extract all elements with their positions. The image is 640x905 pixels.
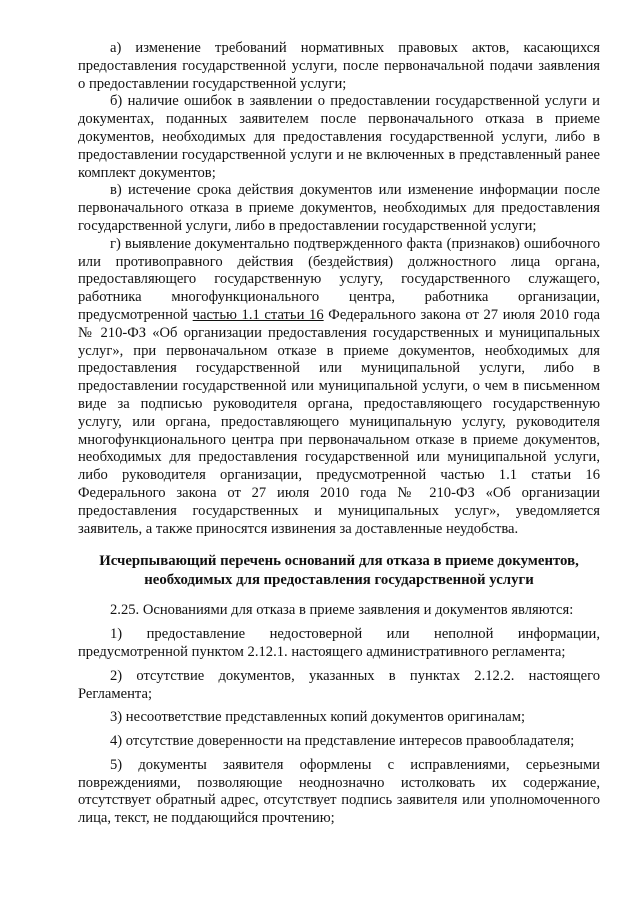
document-page [78,40,600,828]
section-heading: Исчерпывающий перечень оснований для отказа в приеме документов, необходимых для предоставления государственной услуги [99,553,579,589]
list-item-3: 3) несоответствие представленных копий документов оригиналам; [110,709,526,726]
paragraph-v: в) истечение срока действия документов или изменение информации после первоначального отказа в приеме документов, необходимых для предоставления государственной услуги, либо в предоставлении государственной услуги; [78,182,600,234]
list-item-5: 5) документы заявителя оформлены с исправлениями, серьезными повреждениями, позволяющие неоднозначно истолковать их содержание, отсутствует обратный адрес, отсутствует подпись заявителя или уполномоченного лица, текст, не поддающийся прочтению; [78,756,600,827]
paragraph-g-text-1: г) выявление документально подтвержденного факта (признаков) ошибочного или противоправного действия (бездействия) должностного лица органа, предоставляющего государственную услугу, государственного служащего, работника многофункционального центра, работника организации, предусмотренной [78,235,600,323]
law-reference-link[interactable]: частью 1.1 статьи 16 [192,306,324,323]
list-item-2: 2) отсутствие документов, указанных в пунктах 2.12.2. настоящего Регламента; [78,667,600,702]
paragraph-g [78,236,600,539]
list-item-1: 1) предоставление недостоверной или неполной информации, предусмотренной пунктом 2.12.1. настоящего административного регламента; [78,626,600,660]
paragraph-2-25: 2.25. Основаниями для отказа в приеме заявления и документов являются: [110,602,574,619]
list-item-4: 4) отсутствие доверенности на представление интересов правообладателя; [110,733,575,750]
paragraph-a: а) изменение требований нормативных правовых актов, касающихся предоставления государственной услуги, после первоначальной подачи заявления о предоставлении государственной услуги; [78,40,600,92]
paragraph-b: б) наличие ошибок в заявлении о предоставлении государственной услуги и документах, поданных заявителем после первоначального отказа в приеме документов, необходимых для предоставления государственной услуги, либо в предоставлении государственной услуги и не включенных в представленный ранее комплект документов; [78,93,600,181]
paragraph-g-text-2: Федерального закона от 27 июля 2010 года № 210-ФЗ «Об организации предоставления государственных и муниципальных услуг», при первоначальном отказе в приеме документов, необходимых для предоставления государственной или муниципальной услуги, либо в предоставлении государственной или муниципальной услуги, о чем в письменном виде за подписью руководителя органа, предоставляющего государственную услугу, или органа, предоставляющего муниципальную услугу, руководителя многофункционального центра при первоначальном отказе в приеме документов, необходимых для предоставления государственной или муниципальной услуги, либо руководителя организации, предусмотренной частью 1.1 статьи 16 Федерального закона от 27 июля 2010 года № 210-ФЗ «Об организации предоставления государственных и муниципальных услуг», уведомляется заявитель, а также приносятся извинения за доставленные неудобства. [78,306,600,537]
